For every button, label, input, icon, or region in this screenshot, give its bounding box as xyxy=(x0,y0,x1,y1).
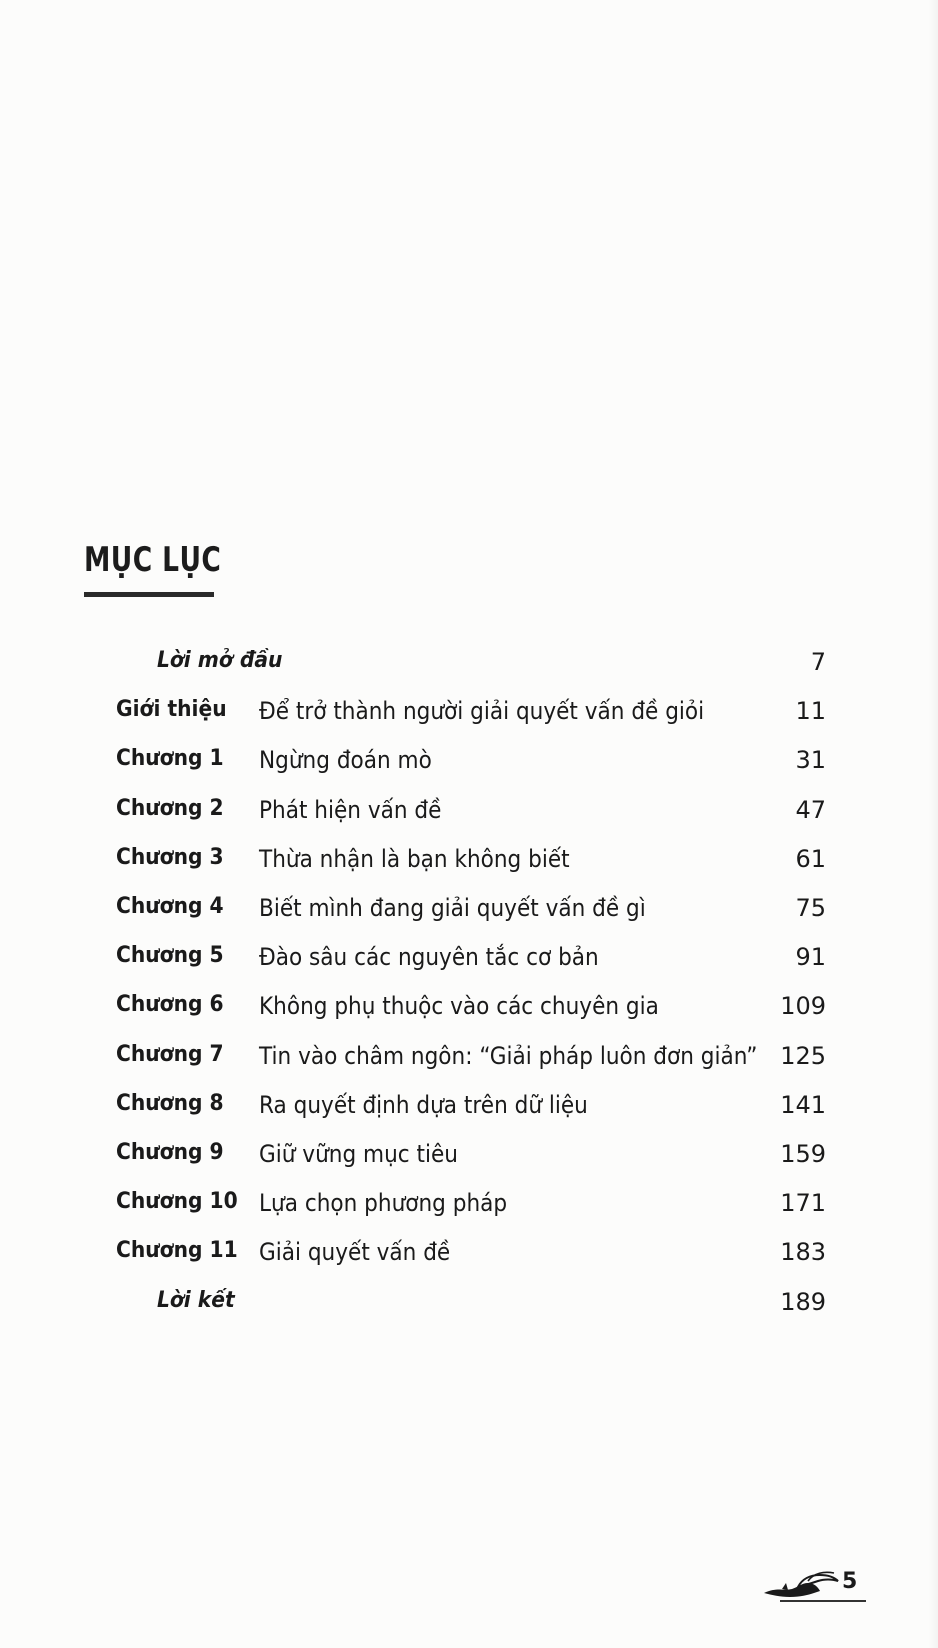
toc-entry-page-number: 75 xyxy=(795,894,826,922)
toc-entry-label: Lời mở đầu xyxy=(157,648,283,673)
toc-entry-label: Chương 8 xyxy=(116,1091,224,1116)
toc-entry-label: Chương 4 xyxy=(116,894,224,919)
toc-heading: MỤC LỤC xyxy=(84,540,222,580)
toc-entry xyxy=(0,697,938,737)
toc-entry-page-number: 125 xyxy=(780,1042,826,1070)
toc-entry-label: Chương 5 xyxy=(116,943,224,968)
toc-entry-title: Để trở thành người giải quyết vấn đề giỏi xyxy=(259,697,705,725)
toc-entry-label: Chương 7 xyxy=(116,1042,224,1067)
toc-entry-label: Chương 3 xyxy=(116,845,224,870)
folio-underline xyxy=(780,1600,866,1602)
toc-entry xyxy=(0,746,938,786)
toc-entry-title: Không phụ thuộc vào các chuyên gia xyxy=(259,992,659,1020)
toc-entry-title: Biết mình đang giải quyết vấn đề gì xyxy=(259,894,646,922)
toc-entry-label: Chương 6 xyxy=(116,992,224,1017)
page-number: 5 xyxy=(842,1569,858,1594)
toc-entry-page-number: 171 xyxy=(780,1189,826,1217)
toc-entry-label: Lời kết xyxy=(157,1288,235,1313)
bird-ornament-icon xyxy=(762,1567,842,1601)
heading-underline xyxy=(84,592,214,597)
toc-entry xyxy=(0,1288,938,1328)
toc-entry-label: Chương 11 xyxy=(116,1238,238,1263)
toc-entry-page-number: 183 xyxy=(780,1238,826,1266)
toc-entry-title: Ra quyết định dựa trên dữ liệu xyxy=(259,1091,588,1119)
toc-entry xyxy=(0,992,938,1032)
toc-entry-page-number: 189 xyxy=(780,1288,826,1316)
toc-entry-label: Chương 10 xyxy=(116,1189,238,1214)
toc-entry-page-number: 159 xyxy=(780,1140,826,1168)
toc-entry xyxy=(0,1238,938,1278)
page-folio xyxy=(762,1565,872,1605)
toc-entry xyxy=(0,894,938,934)
toc-entry-label: Chương 2 xyxy=(116,796,224,821)
toc-entry-title: Tin vào châm ngôn: “Giải pháp luôn đơn giản” xyxy=(259,1042,758,1070)
toc-entry-page-number: 47 xyxy=(795,796,826,824)
toc-entry xyxy=(0,1091,938,1131)
toc-entry-page-number: 31 xyxy=(795,746,826,774)
toc-entry-page-number: 7 xyxy=(810,648,826,676)
toc-entry-title: Phát hiện vấn đề xyxy=(259,796,442,824)
toc-entry-title: Giữ vững mục tiêu xyxy=(259,1140,458,1168)
toc-entry-page-number: 61 xyxy=(795,845,826,873)
toc-entry xyxy=(0,1140,938,1180)
toc-entry xyxy=(0,845,938,885)
toc-entry-page-number: 141 xyxy=(780,1091,826,1119)
toc-entry-title: Lựa chọn phương pháp xyxy=(259,1189,508,1217)
toc-entry-title: Giải quyết vấn đề xyxy=(259,1238,451,1266)
toc-entry xyxy=(0,648,938,688)
toc-entry-title: Thừa nhận là bạn không biết xyxy=(259,845,570,873)
toc-entry-label: Chương 9 xyxy=(116,1140,224,1165)
toc-entry-title: Ngừng đoán mò xyxy=(259,746,432,774)
toc-entry-label: Chương 1 xyxy=(116,746,224,771)
toc-entry-page-number: 109 xyxy=(780,992,826,1020)
toc-entry xyxy=(0,943,938,983)
toc-entry-label: Giới thiệu xyxy=(116,697,227,722)
toc-entry xyxy=(0,1189,938,1229)
toc-entry-page-number: 91 xyxy=(795,943,826,971)
toc-entry-title: Đào sâu các nguyên tắc cơ bản xyxy=(259,943,599,971)
toc-entry xyxy=(0,1042,938,1082)
toc-entry xyxy=(0,796,938,836)
toc-entry-page-number: 11 xyxy=(795,697,826,725)
